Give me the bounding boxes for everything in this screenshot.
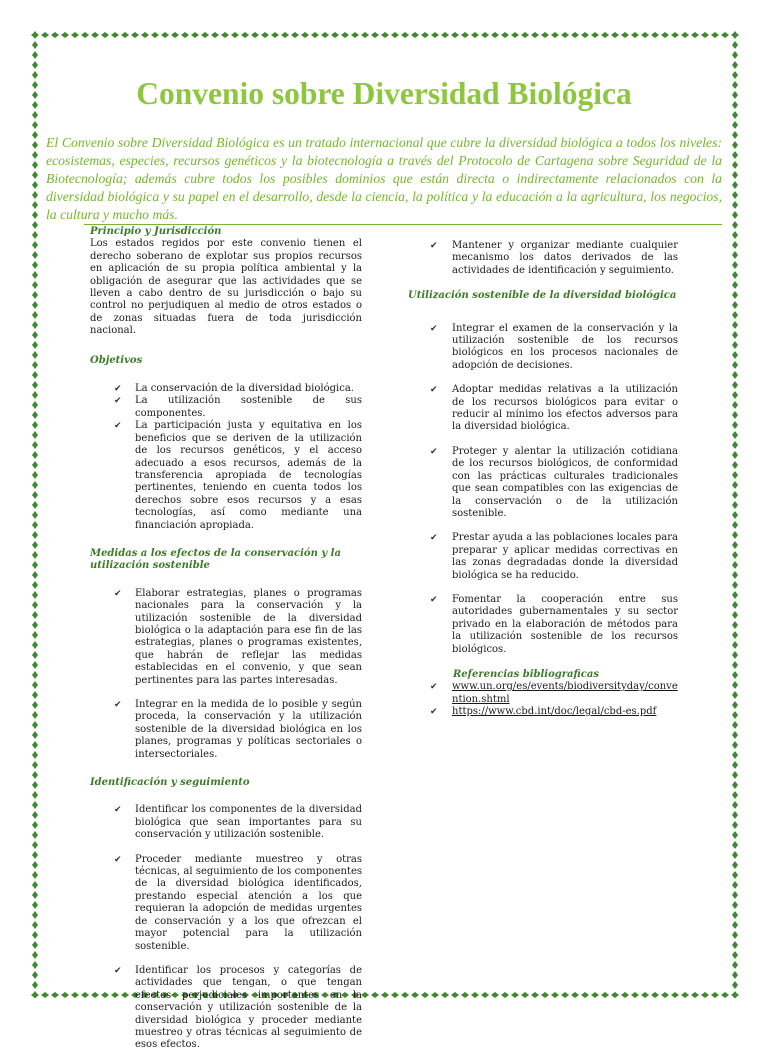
check-mark-icon: ✔ bbox=[114, 384, 122, 395]
objetivos-heading: Objetivos bbox=[90, 354, 143, 366]
check-mark-icon: ✔ bbox=[430, 707, 438, 718]
list-item: ✔ Identificar los procesos y categorías de actividades que tengan, o que tengan efectos perjudiciales importantes en la conservación y utilización sostenible de la diversidad biológica y proceder mediante muestreo y otras técnicas al seguimiento de esos efectos. bbox=[114, 964, 362, 1051]
check-mark-icon: ✔ bbox=[430, 323, 438, 334]
reference-link[interactable]: https://www.cbd.int/doc/legal/cbd-es.pdf bbox=[452, 706, 657, 718]
identificacion-list bbox=[90, 804, 362, 1051]
medidas-list bbox=[90, 588, 362, 761]
check-mark-icon: ✔ bbox=[430, 446, 438, 457]
reference-item bbox=[430, 706, 678, 718]
check-mark-icon: ✔ bbox=[114, 396, 122, 407]
utilizacion-heading: Utilización sostenible de la diversidad biológica bbox=[408, 290, 677, 302]
check-mark-icon: ✔ bbox=[430, 594, 438, 605]
list-item: ✔ Identificar los componentes de la diversidad biológica que sean importantes para su conservación y utilización sostenible. bbox=[114, 804, 362, 841]
right-column bbox=[408, 226, 678, 719]
intro-paragraph: El Convenio sobre Diversidad Biológica es un tratado internacional que cubre la diversidad biológica a todos los niveles: ecosistemas, especies, recursos genéticos y la biotecnología a través del Protocolo de Cartagena sobre Seguridad de la Biotecnología; además cubre todos los posibles dominios que están directa o indirectamente relacionados con la diversidad biológica y su papel en el desarrollo, desde la ciencia, la política y la educación a la agricultura, los negocios, la cultura y mucho más. bbox=[46, 135, 722, 222]
seguimiento-extra-list bbox=[408, 240, 678, 277]
list-item: ✔ La utilización sostenible de sus componentes. bbox=[114, 395, 362, 419]
check-mark-icon: ✔ bbox=[114, 700, 122, 710]
section-divider bbox=[84, 224, 722, 225]
check-mark-icon: ✔ bbox=[114, 965, 122, 976]
list-item: ✔ Proteger y alentar la utilización cotidiana de los recursos biológicos, de conformidad con las prácticas culturales tradicionales que sean compatibles con las exigencias de la conservación o de la utilización sostenible. bbox=[430, 445, 678, 519]
check-mark-icon: ✔ bbox=[430, 533, 438, 544]
utilizacion-list bbox=[408, 323, 678, 656]
list-item: ✔ La conservación de la diversidad biológica. bbox=[114, 383, 354, 395]
list-item: ✔ Adoptar medidas relativas a la utilización de los recursos biológicos para evitar o reducir al mínimo los efectos adversos para la diversidad biológica. bbox=[430, 384, 678, 433]
identificacion-heading: Identificación y seguimiento bbox=[90, 777, 250, 789]
principio-text: Los estados regidos por este convenio tienen el derecho soberano de explotar sus propios recursos en aplicación de su propia política ambiental y la obligación de asegurar que las actividades que se lleven a cabo dentro de su jurisdicción o bajo su control no perjudiquen al medio de otros estados o de zonas situadas fuera de toda jurisdicción nacional. bbox=[90, 238, 362, 337]
list-item: ✔ Proceder mediante muestreo y otras técnicas, al seguimiento de los componentes de la diversidad biológica identificados, prestando especial atención a los que requieran la adopción de medidas urgentes de conservación y a los que ofrezcan el mayor potencial para la utilización sostenible. bbox=[114, 853, 362, 952]
reference-link[interactable]: www.un.org/es/events/biodiversityday/convention.shtml bbox=[452, 681, 678, 705]
check-mark-icon: ✔ bbox=[114, 421, 122, 432]
objetivos-list bbox=[90, 383, 362, 532]
list-item: ✔ Integrar el examen de la conservación y la utilización sostenible de los recursos biológicos en los procesos nacionales de adopción de decisiones. bbox=[430, 322, 678, 371]
check-mark-icon: ✔ bbox=[114, 854, 122, 865]
check-mark-icon: ✔ bbox=[430, 241, 438, 251]
referencias-section bbox=[408, 669, 678, 719]
check-mark-icon: ✔ bbox=[430, 385, 438, 396]
check-mark-icon: ✔ bbox=[114, 805, 122, 816]
check-mark-icon: ✔ bbox=[430, 682, 438, 693]
referencias-heading: Referencias bibliograficas bbox=[453, 668, 599, 680]
list-item: ✔ Elaborar estrategias, planes o programas nacionales para la conservación y la utilización sostenible de la diversidad biológica o la adaptación para ese fin de las estrategias, planes o programas existentes, que habrán de reflejar las medidas establecidas en el convenio, y que sean pertinentes para las partes interesadas. bbox=[114, 587, 362, 686]
referencias-list bbox=[430, 681, 678, 718]
list-item: ✔ Fomentar la cooperación entre sus autoridades gubernamentales y su sector privado en la elaboración de métodos para la utilización sostenible de los recursos biológicos. bbox=[430, 593, 678, 655]
check-mark-icon: ✔ bbox=[114, 588, 122, 599]
reference-item bbox=[430, 681, 678, 706]
page-title: Convenio sobre Diversidad Biológica bbox=[136, 76, 632, 111]
list-item: ✔ Mantener y organizar mediante cualquier mecanismo los datos derivados de las actividades de identificación y seguimiento. bbox=[430, 240, 678, 276]
left-column bbox=[90, 226, 362, 1052]
list-item: ✔ Integrar en la medida de lo posible y según proceda, la conservación y la utilización sostenible de la diversidad biológica en los planes, programas y políticas sectoriales o intersectoriales. bbox=[114, 699, 362, 760]
list-item: ✔ La participación justa y equitativa en los beneficios que se deriven de la utilización de los recursos genéticos, y el acceso adecuado a esos recursos, además de la transferencia apropiada de tecnologías pertinentes, teniendo en cuenta todos los derechos sobre esos recursos y a esas tecnologías, así como mediante una financiación apropiada. bbox=[114, 420, 362, 531]
principio-heading: Principio y Jurisdicción bbox=[90, 226, 222, 237]
medidas-heading: Medidas a los efectos de la conservación y la utilización sostenible bbox=[90, 547, 341, 572]
list-item: ✔ Prestar ayuda a las poblaciones locales para preparar y aplicar medidas correctivas en las zonas degradadas donde la diversidad biológica se ha reducido. bbox=[430, 532, 678, 581]
